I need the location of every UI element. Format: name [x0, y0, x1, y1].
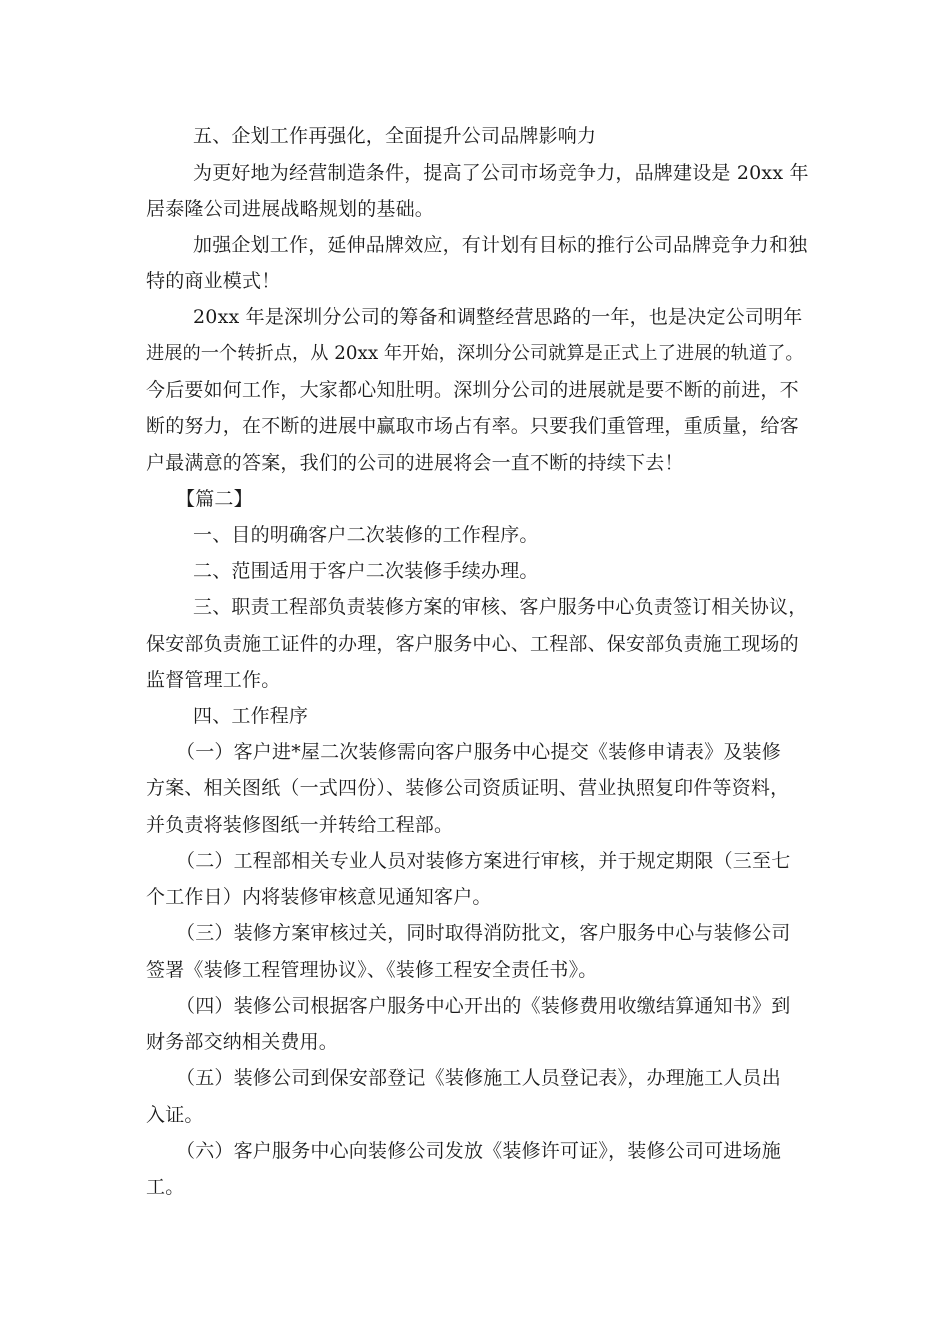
paragraph-line: 方案、相关图纸（一式四份）、装修公司资质证明、营业执照复印件等资料， — [146, 777, 790, 799]
part-heading: 【篇二】 — [176, 488, 253, 510]
paragraph-line: 特的商业模式！ — [146, 270, 281, 292]
section-heading: 四、工作程序 — [193, 705, 309, 727]
paragraph-line: 签署《装修工程管理协议》、《装修工程安全责任书》。 — [146, 959, 598, 981]
paragraph-line: 居泰隆公司进展战略规划的基础。 — [146, 198, 435, 220]
paragraph-line: （四）装修公司根据客户服务中心开出的《装修费用收缴结算通知书》到 — [176, 995, 791, 1017]
paragraph-line: 个工作日）内将装修审核意见通知客户。 — [146, 886, 492, 908]
paragraph-line: 今后要如何工作，大家都心知肚明。深圳分公司的进展就是要不断的前进，不 — [146, 379, 799, 401]
paragraph-line: 工。 — [146, 1176, 185, 1198]
paragraph-line: 入证。 — [146, 1104, 204, 1126]
paragraph-line: 为更好地为经营制造条件，提高了公司市场竞争力，品牌建设是 20xx 年 — [193, 162, 809, 184]
paragraph-line: 保安部负责施工证件的办理，客户服务中心、工程部、保安部负责施工现场的 — [146, 633, 799, 655]
paragraph-line: 20xx 年是深圳分公司的筹备和调整经营思路的一年，也是决定公司明年 — [193, 306, 803, 328]
paragraph-line: 户最满意的答案，我们的公司的进展将会一直不断的持续下去！ — [146, 452, 684, 474]
paragraph-line: （一）客户进*屋二次装修需向客户服务中心提交《装修申请表》及装修 — [176, 741, 781, 763]
section-heading: 一、目的明确客户二次装修的工作程序。 — [193, 524, 539, 546]
paragraph-line: （三）装修方案审核过关，同时取得消防批文，客户服务中心与装修公司 — [176, 922, 791, 944]
paragraph-line: （五）装修公司到保安部登记《装修施工人员登记表》，办理施工人员出 — [176, 1067, 781, 1089]
paragraph-line: 财务部交纳相关费用。 — [146, 1031, 339, 1053]
paragraph-line: 加强企划工作，延伸品牌效应，有计划有目标的推行公司品牌竞争力和独 — [193, 234, 808, 256]
paragraph-line: 进展的一个转折点，从 20xx 年开始，深圳分公司就算是正式上了进展的轨道了。 — [146, 343, 804, 364]
section-heading: 二、范围适用于客户二次装修手续办理。 — [193, 560, 539, 582]
paragraph-line: 三、职责工程部负责装修方案的审核、客户服务中心负责签订相关协议， — [193, 596, 808, 618]
paragraph-line: 断的努力，在不断的进展中赢取市场占有率。只要我们重管理，重质量，给客 — [146, 415, 799, 437]
section-heading: 五、企划工作再强化，全面提升公司品牌影响力 — [193, 125, 597, 147]
paragraph-line: （六）客户服务中心向装修公司发放《装修许可证》，装修公司可进场施 — [176, 1140, 781, 1162]
paragraph-line: 并负责将装修图纸一并转给工程部。 — [146, 814, 454, 836]
paragraph-line: 监督管理工作。 — [146, 669, 281, 691]
paragraph-line: （二）工程部相关专业人员对装修方案进行审核，并于规定期限（三至七 — [176, 850, 791, 872]
